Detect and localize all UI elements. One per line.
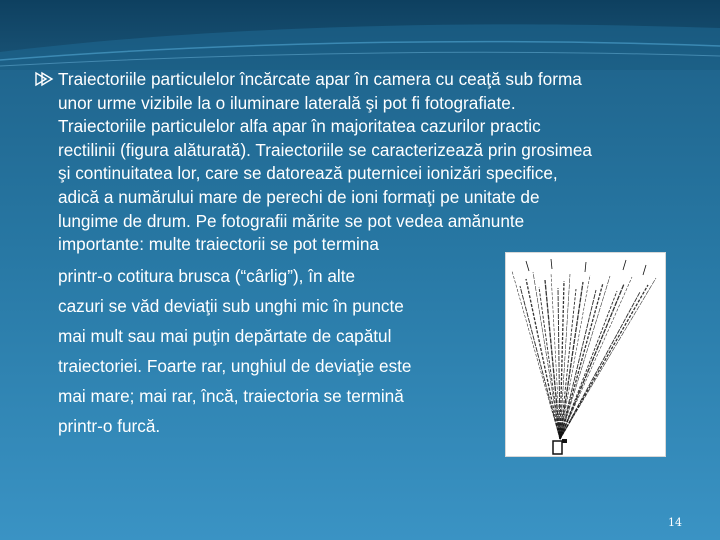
particle-track [560, 285, 648, 439]
text-line: importante: multe traiectorii se pot termina [58, 234, 379, 255]
text-line: printr-o furcă. [58, 415, 161, 436]
particle-track [512, 271, 560, 439]
arrow-bullet-icon [34, 69, 56, 89]
text-line: Traiectoriile particulelor încărcate apar în camera cu ceaţă sub forma [58, 69, 582, 89]
particle-track [526, 279, 560, 439]
track-fragment [551, 259, 552, 269]
particle-track [520, 286, 560, 439]
particle-track [560, 291, 617, 439]
track-fragment [585, 262, 586, 272]
header-band [0, 0, 720, 70]
text-line: mai mare; mai rar, încă, traiectoria se termină [58, 385, 404, 406]
track-fragment [643, 265, 646, 275]
particle-track [560, 276, 610, 439]
particle-track [560, 281, 564, 439]
source-holder [553, 441, 562, 454]
particle-track [551, 273, 560, 439]
track-fragment [623, 260, 626, 270]
source-tip [562, 439, 567, 443]
alpha-tracks-figure [506, 253, 665, 456]
text-line: adică a numărului mare de perechi de ioni formaţi pe unitate de [58, 186, 540, 207]
page-number: 14 [668, 516, 682, 529]
text-line: şi continuitatea lor, care se datorează puternicei ionizări specifice, [58, 163, 558, 184]
particle-track [560, 283, 603, 439]
text-line: printr-o cotitura brusca (“cârlig”), în alte [58, 265, 356, 286]
text-line: unor urme vizibile la o iluminare laterală şi pot fi fotografiate. [58, 92, 516, 113]
text-line: lungime de drum. Pe fotografii mărite se pot vedea amănunte [58, 210, 525, 231]
justified-paragraph [58, 68, 678, 257]
text-line: mai mult sau mai puţin depărtate de capătul [58, 325, 392, 346]
text-line: cazuri se văd deviaţii sub unghi mic în puncte [58, 295, 404, 316]
particle-track [560, 277, 632, 439]
track-fragment [526, 261, 529, 271]
text-line: rectilinii (figura alăturată). Traiectoriile se caracterizează prin grosimea [58, 139, 592, 160]
decorative-wave [0, 0, 720, 70]
particle-track [560, 292, 640, 439]
alpha-tracks-photo [505, 252, 666, 457]
text-line: Traiectoriile particulelor alfa apar în majoritatea cazurilor practic [58, 116, 541, 137]
particle-track [539, 287, 560, 439]
text-line: traiectoriei. Foarte rar, unghiul de deviaţie este [58, 355, 412, 376]
